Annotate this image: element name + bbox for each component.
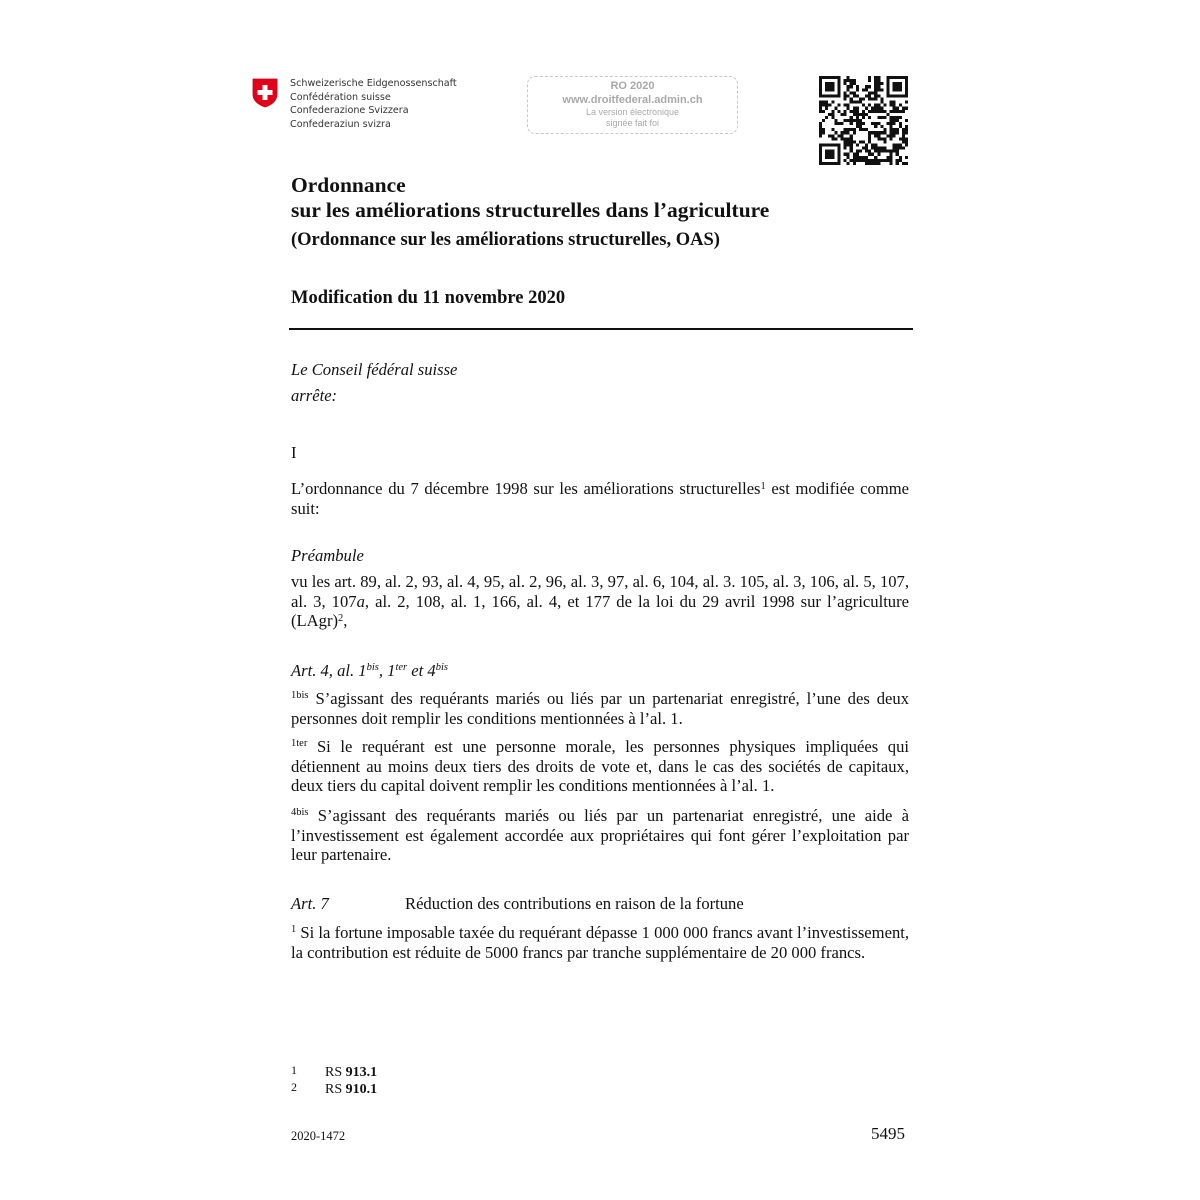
intro-paragraph [291,479,909,518]
paragraph-text: S’agissant des requérants mariés ou liés par un partenariat enregistré, l’une des deux personnes doit remplir les conditions mentionnées à l’al. 1. [291,689,909,728]
modification-date: Modification du 11 novembre 2020 [291,288,566,308]
preamble-text-part: , al. 2, 108, al. 1, 166, al. 4, et 177 de la loi du 29 avril 1998 sur l’agriculture (LAgr) [291,591,909,631]
paragraph-number: 1ter [291,738,308,750]
paragraph-1ter [291,737,909,796]
article-7-number: Art. 7 [291,894,329,913]
intro-text-end: est modifiée comme suit: [291,479,909,518]
footnote-reference: 913.1 [345,1065,378,1080]
footnote-2 [291,1079,377,1098]
paragraph-number: 1bis [291,690,309,702]
paragraph-text: Si la fortune imposable taxée du requérant dépasse 1 000 000 francs avant l’investissement, la contribution est réduite de 5000 francs par tranche supplémentaire de 20 000 francs. [291,923,909,962]
preamble-text-part: vu les art. 89, al. 2, 93, al. 4, 95, al. 2, 96, al. 3, 97, al. 6, 104, al. 3. 105, al. 3, 106, al. 5, 107, al. 3, 107 [291,572,909,611]
paragraph-4bis [291,806,909,865]
footnote-reference: 910.1 [345,1082,378,1097]
confederation-name-rm: Confederaziun svizra [290,118,391,130]
intro-text: L’ordonnance du 7 décembre 1998 sur les améliorations structurelles [291,479,761,498]
article-4-label: Art. 4, al. 1 [291,661,367,680]
page-number: 5495 [871,1124,905,1143]
article-4-label: et 4 [407,661,436,680]
preamble-text [291,572,909,631]
stamp-note-1: La version électronique [585,107,680,117]
confederation-name-de: Schweizerische Eidgenossenschaft [290,78,457,89]
stamp-collection: RO 2020 [610,80,655,92]
article-4-sup: ter [395,662,408,674]
preamble-heading: Préambule [291,546,364,565]
article-7-title: Réduction des contributions en raison de la fortune [405,894,744,913]
paragraph-number: 4bis [291,807,309,819]
swiss-cross-icon [252,78,278,108]
paragraph-text: S’agissant des requérants mariés ou liés par un partenariat enregistré, une aide à l’investissement est également accordée aux propriétaires qui font gérer l’exploitation par leur partenaire. [291,806,909,865]
paragraph-number: 1 [291,924,297,936]
stamp-website: www.droitfederal.admin.ch [562,94,703,106]
stamp-note-2: signée fait foi [605,118,660,128]
qr-code-icon [819,76,908,165]
preamble-text-end: , [343,611,348,631]
document-subtitle: sur les améliorations structurelles dans l’agriculture [291,198,770,222]
confederation-names [290,77,457,131]
document-title: Ordonnance [291,173,406,197]
article-7-paragraph-1 [291,923,909,962]
preamble-letter: a [356,591,365,611]
footnote-ref-1: 1 [760,480,766,492]
document-number: 2020-1472 [291,1129,346,1143]
footnote-ref-2: 2 [338,612,344,624]
paragraph-1bis [291,689,909,728]
article-4-heading [291,661,909,681]
paragraph-text: Si le requérant est une personne morale, les personnes physiques impliquées qui détiennent au moins deux tiers des droits de vote et, dans le cas des sociétés de capitaux, deux tiers du capital doivent remplir les conditions mentionnées à l’al. 1. [291,737,909,796]
footnote-prefix: RS [325,1082,346,1097]
article-4-sup: bis [435,662,448,674]
footnote-prefix: RS [325,1065,346,1080]
issuing-authority: Le Conseil fédéral suisse [291,360,458,379]
publication-stamp [527,76,738,134]
article-4-label: , 1 [378,661,396,680]
title-divider [289,328,913,330]
section-number: I [291,443,297,462]
footnote-number: 2 [291,1080,297,1094]
decree-formula: arrête: [291,386,338,405]
document-abbreviation: (Ordonnance sur les améliorations structurelles, OAS) [291,230,720,250]
footnote-number: 1 [291,1063,297,1077]
confederation-name-it: Confederazione Svizzera [290,105,409,116]
article-4-sup: bis [366,662,379,674]
confederation-name-fr: Confédération suisse [290,91,391,103]
